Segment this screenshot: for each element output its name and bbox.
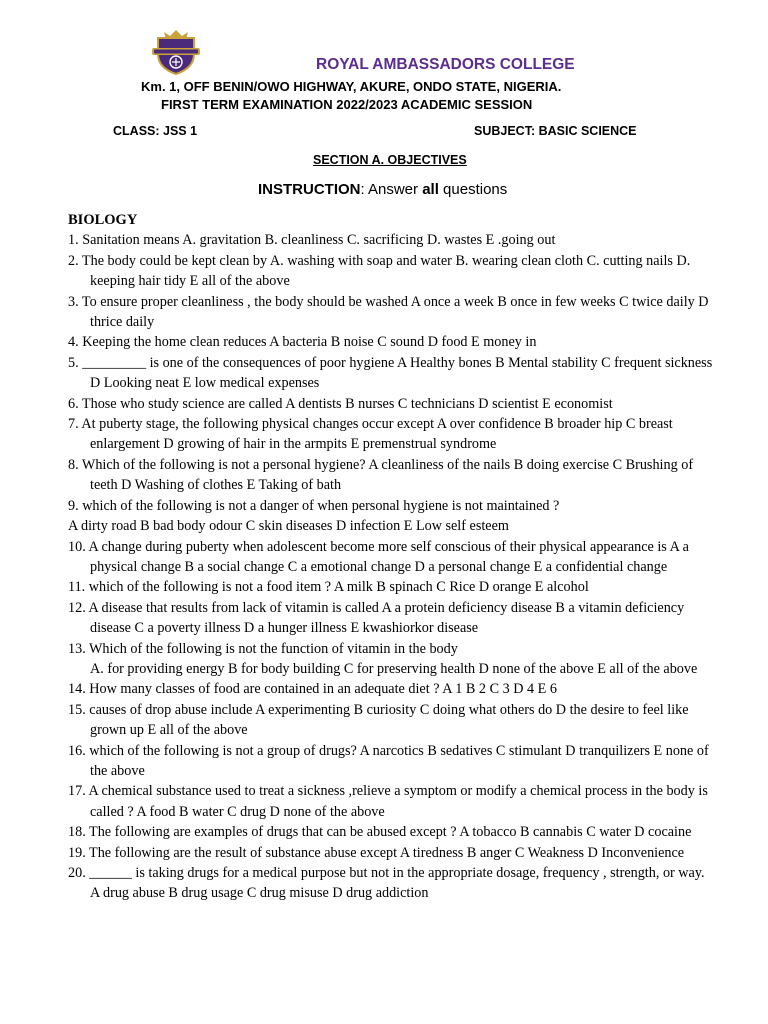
question-item: 9. which of the following is not a danger of when personal hygiene is not maintained ? [68,497,560,514]
instruction-emphasis: all [422,181,439,198]
question-item: 14. How many classes of food are contained in an adequate diet ? A 1 B 2 C 3 D 4 E 6 [68,681,557,698]
question-item: 11. which of the following is not a food item ? A milk B spinach C Rice D orange E alcohol [68,579,589,596]
question-item: 18. The following are examples of drugs that can be abused except ? A tobacco B cannabis C water D cocaine [68,824,692,841]
question-item: 15. causes of drop abuse include A experimenting B curiosity C doing what others do D the desire to feel like grown up E all of the above [68,701,689,739]
question-item: 7. At puberty stage, the following physical changes occur except A over confidence B broader hip C breast enlargement D growing of hair in the armpits E premenstrual syndrome [68,416,673,453]
question-item: 20. ______ is taking drugs for a medical purpose but not in the appropriate dosage, frequency , strength, or way. A drug abuse B drug usage C drug misuse D drug addiction [68,865,705,902]
instruction-text-pre: : Answer [360,181,423,198]
question-item: 10. A change during puberty when adolescent become more self conscious of their physical appearance is A a physical change B a social change C a emotional change D a personal change E a confidential change [68,538,689,575]
question-item: 17. A chemical substance used to treat a sickness ,relieve a symptom or modify a chemical process in the body is called ? A food B water C drug D none of the above [68,783,708,820]
college-crest-icon [150,28,202,76]
question-item: 16. which of the following is not a group of drugs? A narcotics B sedatives C stimulant D tranquilizers E none of the above [68,742,709,779]
instruction-label: INSTRUCTION [258,181,361,198]
subject-label: SUBJECT: BASIC SCIENCE [474,124,637,138]
question-item: 2. The body could be kept clean by A. washing with soap and water B. wearing clean cloth C. cutting nails D. keeping hair tidy E all of the above [68,252,691,290]
instruction-text-post: questions [438,181,508,198]
instruction [258,181,507,198]
biology-heading: BIOLOGY [68,212,138,228]
question-body [68,210,716,904]
question-item: 6. Those who study science are called A dentists B nurses C technicians D scientist E economist [68,395,613,412]
question-item: 12. A disease that results from lack of vitamin is called A a protein deficiency disease B a vitamin deficiency disease C a poverty illness D a hunger illness E kwashiorkor disease [68,599,685,637]
college-address: Km. 1, OFF BENIN/OWO HIGHWAY, AKURE, ONDO STATE, NIGERIA. [141,79,562,94]
question-item: 13. Which of the following is not the function of vitamin in the body [68,640,458,657]
question-item: 1. Sanitation means A. gravitation B. cleanliness C. sacrificing D. wastes E .going out [68,232,556,249]
question-item: 3. To ensure proper cleanliness , the body should be washed A once a week B once in few weeks C twice daily D thrice daily [68,293,709,331]
question-item: 5. _________ is one of the consequences of poor hygiene A Healthy bones B Mental stability C frequent sickness D Looking neat E low medical expenses [68,354,713,392]
question-options: A. for providing energy B for body building C for preserving health D none of the above E all of the above [90,660,698,677]
question-item: 19. The following are the result of substance abuse except A tiredness B anger C Weakness D Inconvenience [68,844,685,861]
section-title: SECTION A. OBJECTIVES [313,153,467,167]
college-name: ROYAL AMBASSADORS COLLEGE [316,56,575,73]
exam-title: FIRST TERM EXAMINATION 2022/2023 ACADEMIC SESSION [161,97,533,112]
class-label: CLASS: JSS 1 [113,124,198,138]
question-item: 8. Which of the following is not a personal hygiene? A cleanliness of the nails B doing exercise C Brushing of teeth D Washing of clothes E Taking of bath [68,456,694,494]
question-options: A dirty road B bad body odour C skin diseases D infection E Low self esteem [68,518,509,535]
question-item: 4. Keeping the home clean reduces A bacteria B noise C sound D food E money in [68,334,537,351]
